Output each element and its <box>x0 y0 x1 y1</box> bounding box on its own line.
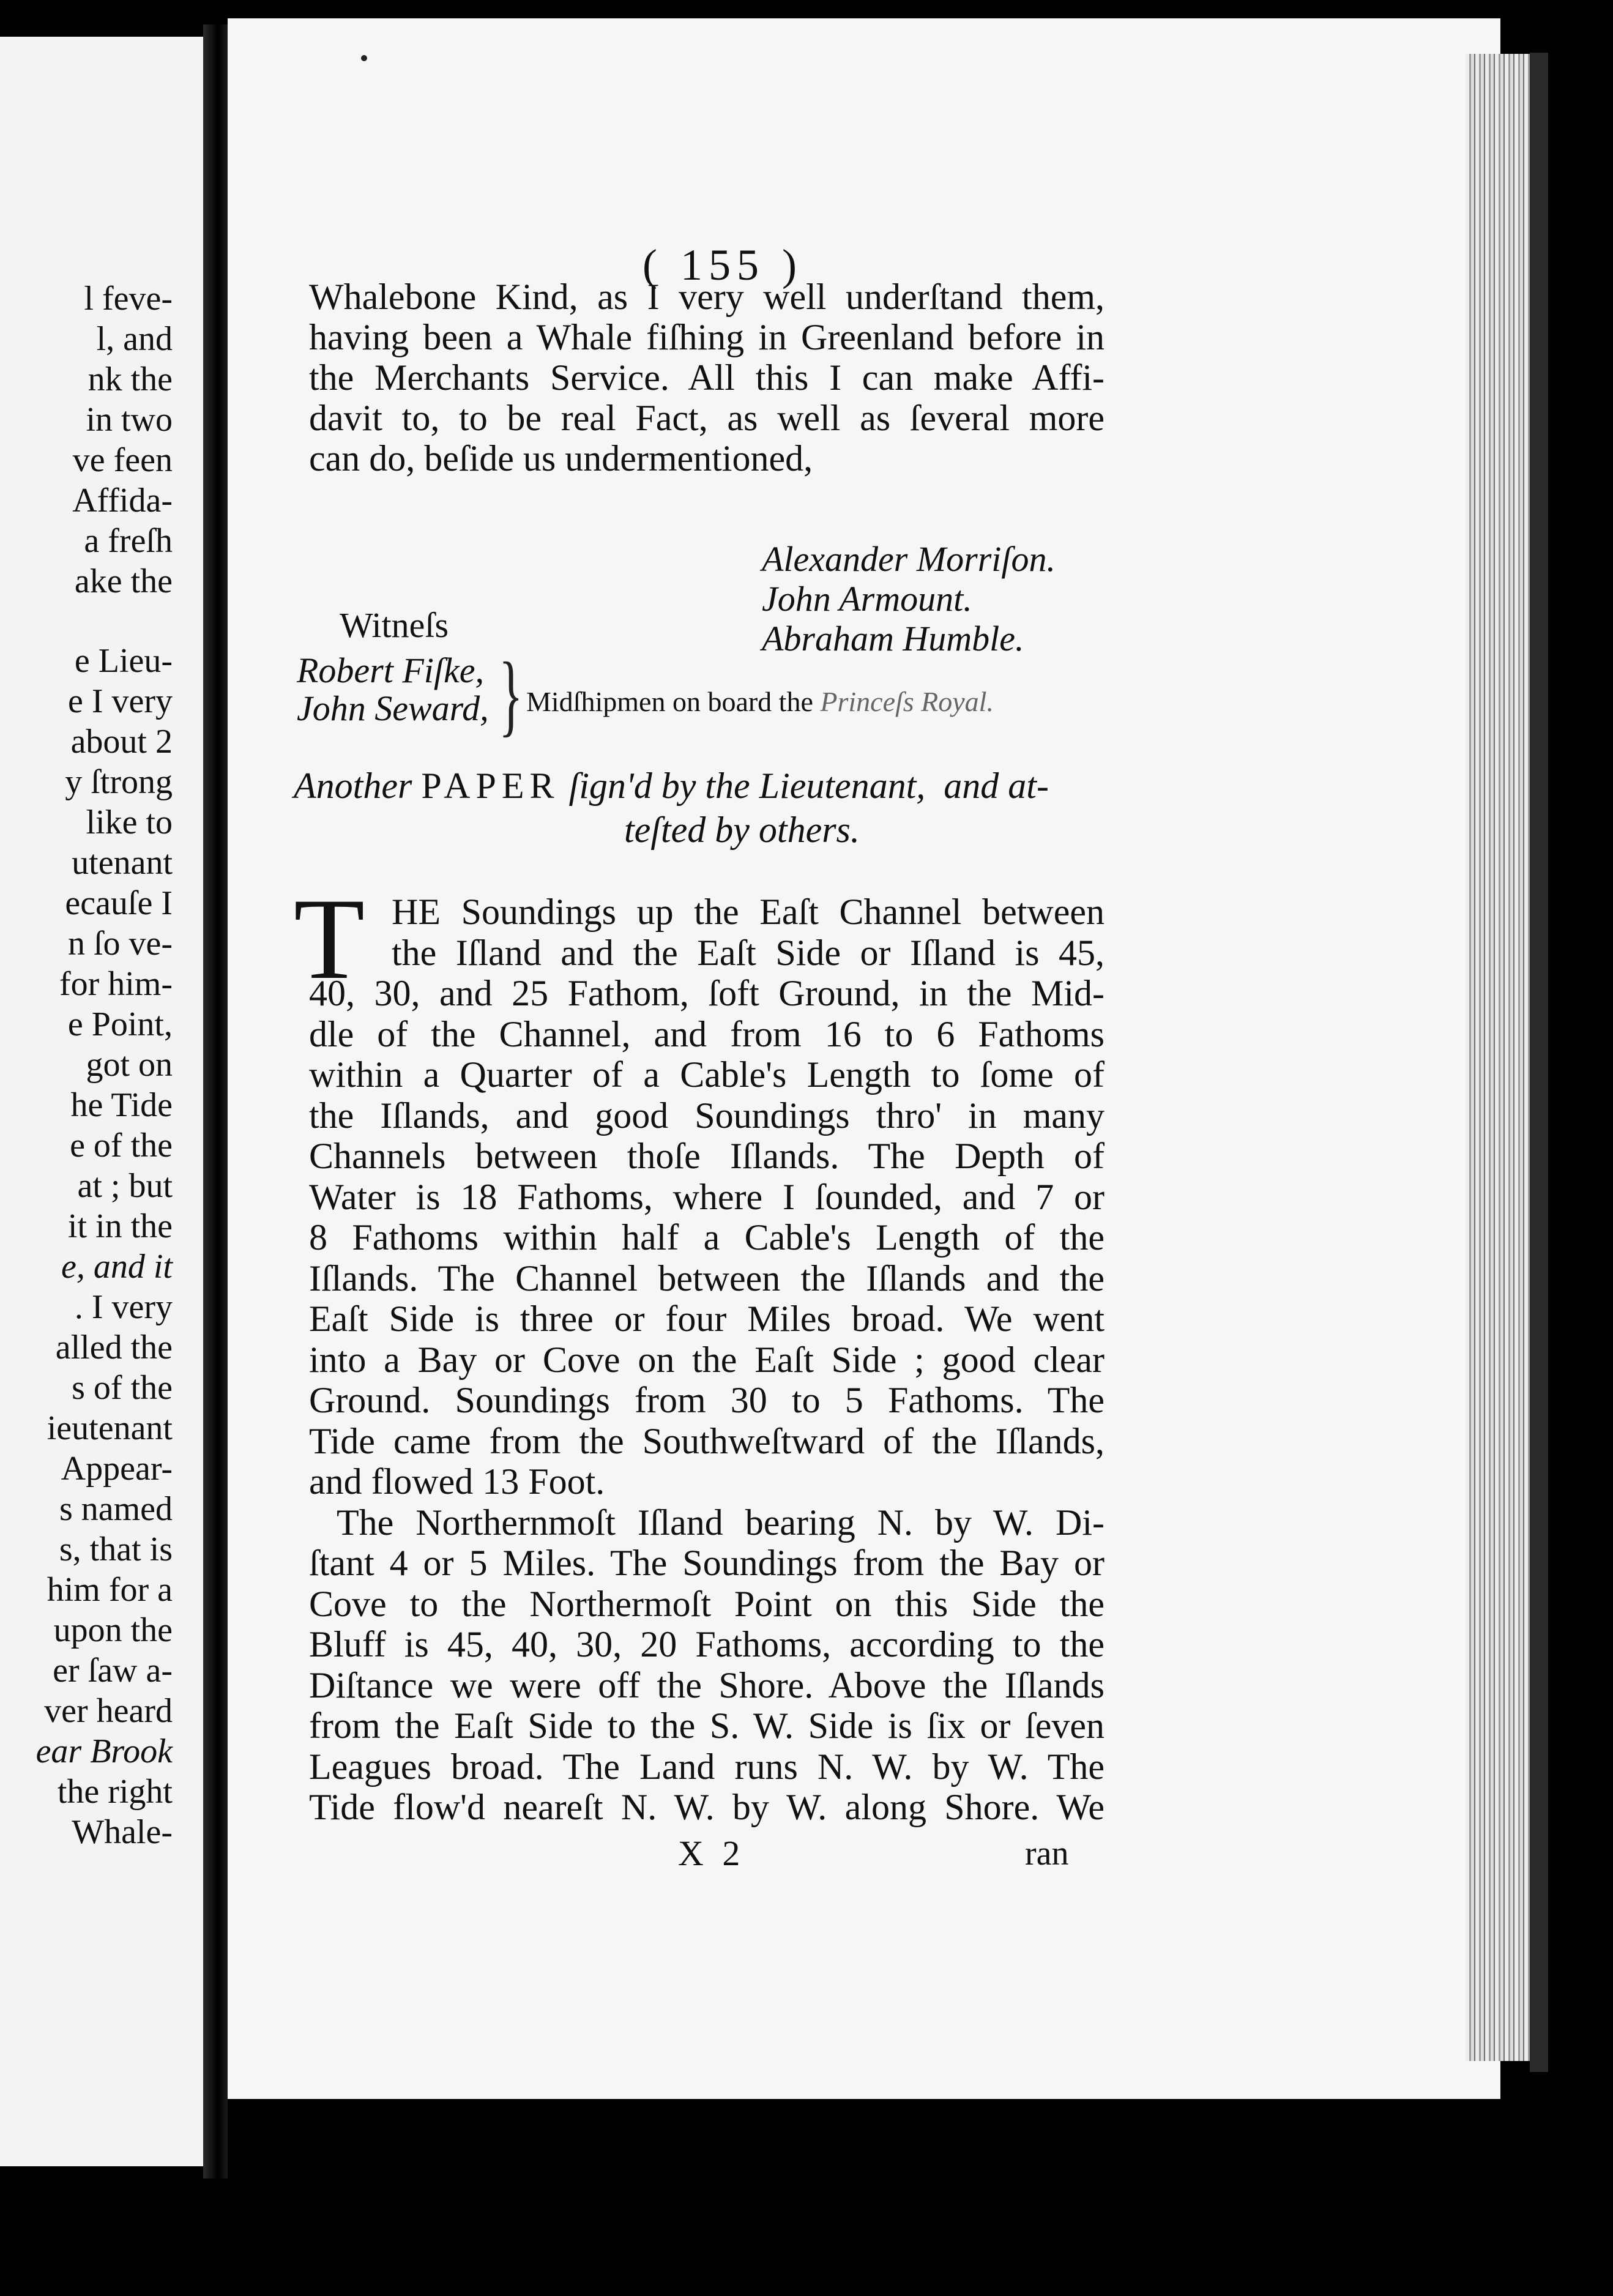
signatory-name: John Armount. <box>762 579 972 619</box>
left-page-line: utenant <box>72 844 173 882</box>
text-line: and flowed 13 Foot. <box>309 1461 605 1502</box>
text-line: Water is 18 Fathoms, where I ſounded, and 7 or <box>309 1176 1105 1217</box>
left-page-line: s named <box>59 1490 173 1528</box>
signatory-name: Abraham Humble. <box>762 619 1024 658</box>
signature-mark: X 2 <box>678 1833 745 1873</box>
text-line: from the Eaſt Side to the S. W. Side is ſix or ſeven <box>309 1705 1105 1746</box>
text-line: Diſtance we were off the Shore. Above the Iſlands <box>309 1664 1105 1705</box>
left-page-line: like to <box>86 803 173 841</box>
text-line: Tide came from the Southweſtward of the Iſlands, <box>309 1420 1105 1461</box>
left-page-line: the right <box>57 1773 173 1811</box>
heading-word: and at- <box>944 766 1049 806</box>
text-line: 8 Fathoms within half a Cable's Length of the <box>309 1217 1105 1258</box>
text-line: the Iſlands, and good Soundings thro' in many <box>309 1095 1105 1136</box>
left-page-line: y ſtrong <box>65 763 173 801</box>
left-page-line: about 2 <box>70 723 173 761</box>
left-page-line: upon the <box>53 1611 173 1649</box>
page-edge-shadow <box>1530 53 1548 2072</box>
heading-caps: PAPER <box>421 766 560 806</box>
left-page-line: n ſo ve- <box>67 925 173 963</box>
left-page-line: l feve- <box>84 280 173 318</box>
left-page-line: for him- <box>59 965 173 1003</box>
witness-role-text: Midſhipmen on board the <box>526 686 813 717</box>
left-page-line: at ; but <box>77 1167 173 1205</box>
witness-role <box>526 685 994 718</box>
left-page-line: alled the <box>55 1329 173 1366</box>
text-line: Tide flow'd neareſt N. W. by W. along Shore. We <box>309 1787 1105 1827</box>
left-page-line: it in the <box>67 1207 173 1245</box>
heading-word: ſign'd by the Lieutenant, <box>568 766 926 806</box>
text-line: dle of the Channel, and from 16 to 6 Fathoms <box>309 1013 1105 1054</box>
book-gutter <box>203 24 228 2179</box>
witness-name: John Seward, <box>297 688 489 728</box>
left-page-line: ecauſe I <box>65 884 173 922</box>
text-line: Whalebone Kind, as I very well underſtand them, <box>309 277 1105 317</box>
text-line: the Iſland and the Eaſt Side or Iſland is 45, <box>392 932 1105 973</box>
left-page-line: a freſh <box>84 522 173 560</box>
previous-page <box>0 37 203 2166</box>
page-edges <box>1466 54 1539 2061</box>
left-page-line: e Point, <box>67 1005 173 1043</box>
ship-name: Princeſs Royal. <box>820 686 994 717</box>
left-page-line: e of the <box>70 1127 173 1165</box>
text-line: Cove to the Northermoſt Point on this Side the <box>309 1583 1105 1624</box>
text-line: 40, 30, and 25 Fathom, ſoft Ground, in the Mid- <box>309 973 1105 1013</box>
left-page-line: he Tide <box>70 1086 173 1124</box>
section-heading <box>294 765 1049 807</box>
left-page-line: e Lieu- <box>74 642 173 680</box>
text-line: Iſlands. The Channel between the Iſlands and the <box>309 1258 1105 1299</box>
ink-mark <box>361 55 367 61</box>
text-line: the Merchants Service. All this I can make Affi- <box>309 357 1105 398</box>
left-page-line: Appear- <box>61 1450 173 1488</box>
heading-word: teſted by others. <box>624 810 860 850</box>
left-page-line: s of the <box>72 1369 173 1407</box>
left-page-line: ver heard <box>44 1692 173 1730</box>
left-page-line: e I very <box>67 682 173 720</box>
left-page-line: him for a <box>47 1571 173 1609</box>
left-page-line: Whale- <box>72 1813 173 1851</box>
text-line: into a Bay or Cove on the Eaſt Side ; good clear <box>309 1339 1105 1380</box>
text-line: Eaſt Side is three or four Miles broad. We went <box>309 1299 1105 1339</box>
left-page-line: ve feen <box>72 441 173 479</box>
left-page-line: got on <box>86 1046 173 1084</box>
text-line: within a Quarter of a Cable's Length to ſome of <box>309 1054 1105 1095</box>
heading-word: Another <box>294 766 412 806</box>
text-line: Bluff is 45, 40, 30, 20 Fathoms, according to the <box>309 1624 1105 1664</box>
text-line: Ground. Soundings from 30 to 5 Fathoms. The <box>309 1380 1105 1420</box>
left-page-line: e, and it <box>61 1248 173 1286</box>
text-line: Leagues broad. The Land runs N. W. by W. The <box>309 1746 1105 1787</box>
page-number: ( 155 ) <box>643 240 803 289</box>
text-line: The Northernmoſt Iſland bearing N. by W. Di- <box>337 1502 1105 1543</box>
text-line: ſtant 4 or 5 Miles. The Soundings from the Bay or <box>309 1543 1105 1583</box>
left-page-line: nk the <box>88 360 173 398</box>
left-page-line: ear Brook <box>35 1732 173 1770</box>
section-heading-continued <box>624 809 860 851</box>
text-line: HE Soundings up the Eaſt Channel between <box>392 892 1105 932</box>
witness-label: Witneſs <box>340 605 449 645</box>
left-page-line: ake the <box>74 562 173 600</box>
left-page-line: Affida- <box>72 482 173 520</box>
left-page-line: er ſaw a- <box>53 1652 173 1690</box>
left-page-line: s, that is <box>59 1530 173 1568</box>
left-page-line: in two <box>86 401 173 439</box>
left-page-line: ieutenant <box>47 1409 173 1447</box>
signatory-name: Alexander Morriſon. <box>762 539 1056 579</box>
text-line: having been a Whale fiſhing in Greenland before in <box>309 317 1105 357</box>
text-line: davit to, to be real Fact, as well as ſeveral more <box>309 398 1105 438</box>
left-page-line: . I very <box>74 1288 173 1326</box>
catchword: ran <box>1025 1835 1069 1873</box>
text-line: Channels between thoſe Iſlands. The Depth of <box>309 1136 1105 1176</box>
witness-name: Robert Fiſke, <box>297 650 485 690</box>
brace-glyph: } <box>499 644 523 745</box>
text-line: can do, beſide us undermentioned, <box>309 438 813 479</box>
drop-cap: T <box>294 875 365 1004</box>
left-page-line: l, and <box>96 320 173 358</box>
